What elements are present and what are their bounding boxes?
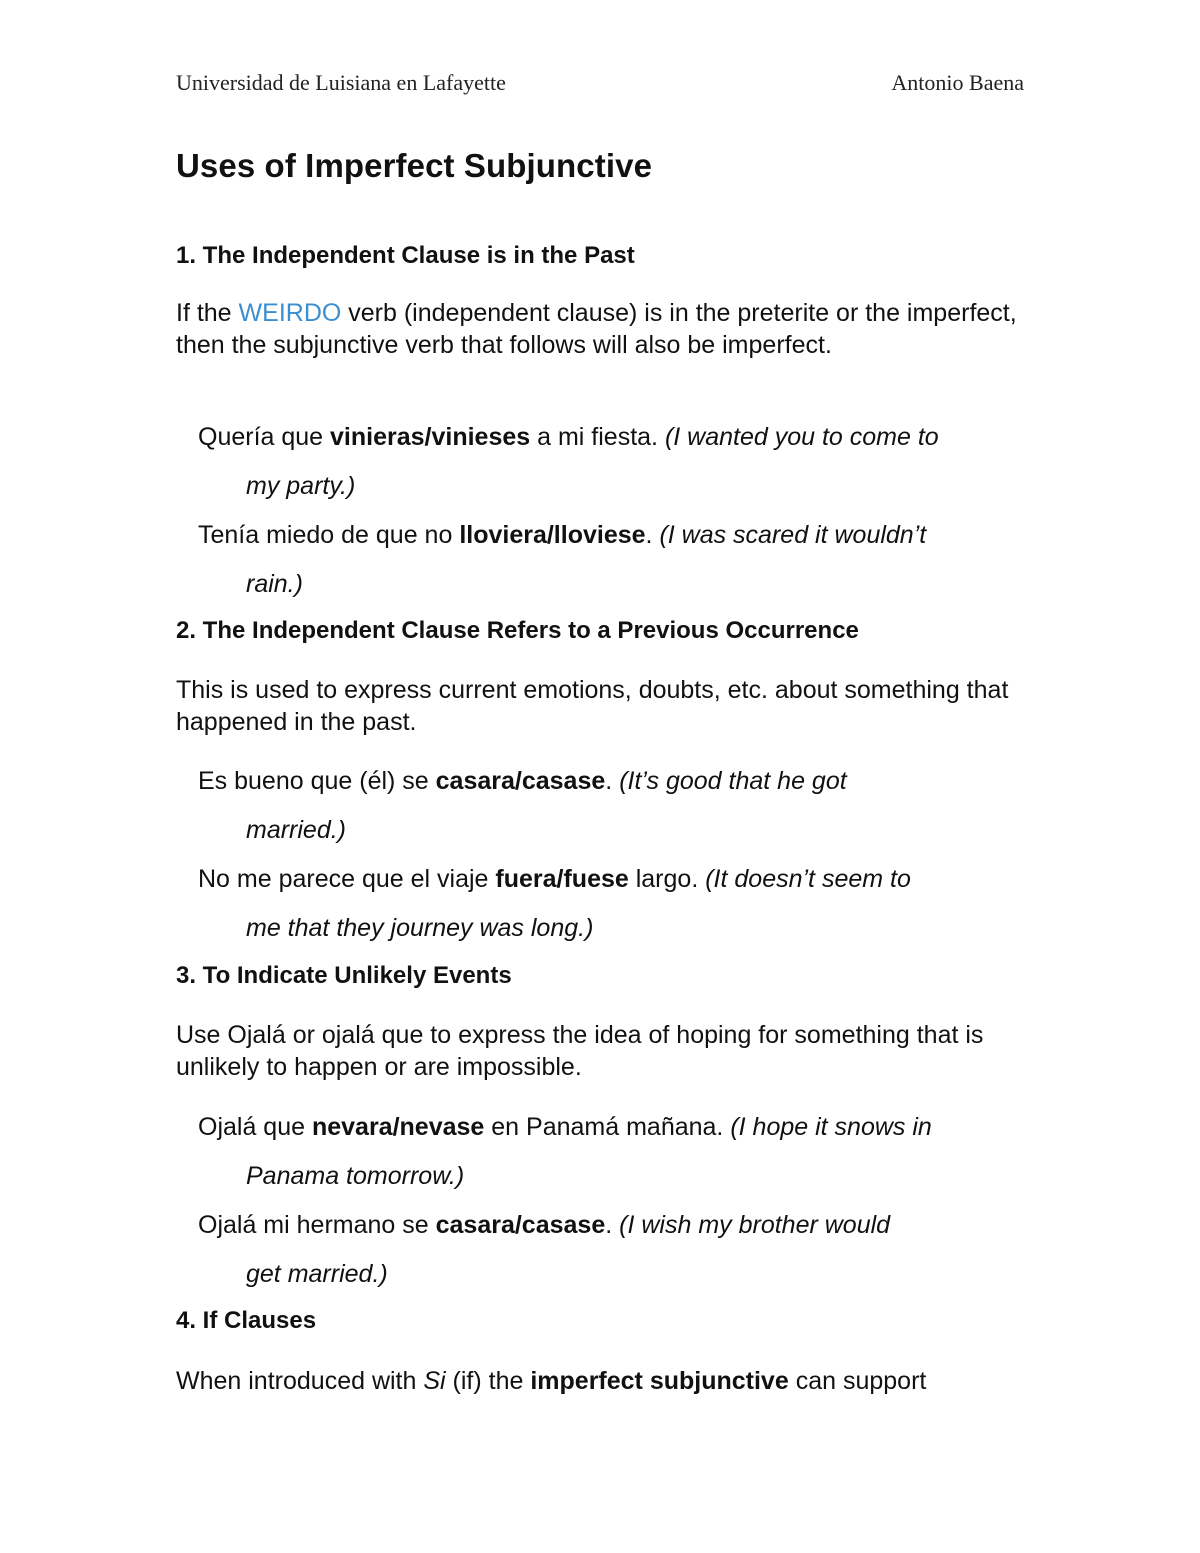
section-2-heading: 2. The Independent Clause Refers to a Previous Occurrence (176, 617, 859, 644)
example-translation-cont: me that they journey was long.) (246, 914, 594, 942)
example-translation-cont: get married.) (246, 1260, 388, 1288)
subjunctive-verb: vinieras/vinieses (330, 423, 531, 451)
section-4-intro: When introduced with Si (if) the imperfect subjunctive can support (176, 1367, 927, 1395)
section-2-intro: This is used to express current emotions, doubts, etc. about something that happened in the past. (176, 676, 1009, 736)
example-translation: (I wanted you to come to (664, 423, 939, 451)
section-1-intro: If the WEIRDO verb (independent clause) is in the preterite or the imperfect, then the subjunctive verb that follows will also be imperfect. (176, 299, 1017, 359)
section-2-example-1: Es bueno que (él) se casara/casase. (It’s good that he got married.) (198, 757, 1038, 855)
example-translation: (I wish my brother would (619, 1211, 891, 1239)
header-author: Antonio Baena (891, 70, 1024, 95)
example-translation-cont: rain.) (246, 570, 303, 598)
subjunctive-verb: lloviera/lloviese (459, 521, 646, 549)
section-1-example-2: Tenía miedo de que no lloviera/lloviese. (I was scared it wouldn’t rain.) (198, 511, 1038, 609)
example-translation-cont: married.) (246, 816, 347, 844)
example-translation: (It doesn’t seem to (705, 865, 911, 893)
example-translation-cont: my party.) (246, 472, 356, 500)
weirdo-link[interactable]: WEIRDO (238, 299, 342, 327)
section-1-heading: 1. The Independent Clause is in the Past (176, 242, 635, 269)
header-institution: Universidad de Luisiana en Lafayette (176, 70, 506, 95)
section-3-example-1: Ojalá que nevara/nevase en Panamá mañana. (I hope it snows in Panama tomorrow.) (198, 1103, 1038, 1201)
subjunctive-verb: casara/casase (435, 1211, 606, 1239)
section-1-example-1: Quería que vinieras/vinieses a mi fiesta. (I wanted you to come to my party.) (198, 413, 1038, 511)
subjunctive-verb: casara/casase (435, 767, 606, 795)
subjunctive-verb: nevara/nevase (311, 1113, 485, 1141)
section-3-heading: 3. To Indicate Unlikely Events (176, 962, 512, 989)
example-translation: (I was scared it wouldn’t (659, 521, 927, 549)
example-translation: (I hope it snows in (730, 1113, 932, 1141)
section-2-example-2: No me parece que el viaje fuera/fuese largo. (It doesn’t seem to me that they journey was long.) (198, 855, 1038, 953)
example-translation: (It’s good that he got (619, 767, 847, 795)
section-3-example-2: Ojalá mi hermano se casara/casase. (I wish my brother would get married.) (198, 1201, 1038, 1299)
imperfect-subjunctive-term: imperfect subjunctive (530, 1367, 789, 1395)
subjunctive-verb: fuera/fuese (495, 865, 629, 893)
si-term: Si (423, 1367, 446, 1395)
example-translation-cont: Panama tomorrow.) (246, 1162, 465, 1190)
section-3-intro: Use Ojalá or ojalá que to express the idea of hoping for something that is unlikely to happen or are impossible. (176, 1021, 984, 1081)
section-4-heading: 4. If Clauses (176, 1307, 317, 1334)
document-title: Uses of Imperfect Subjunctive (176, 147, 653, 184)
